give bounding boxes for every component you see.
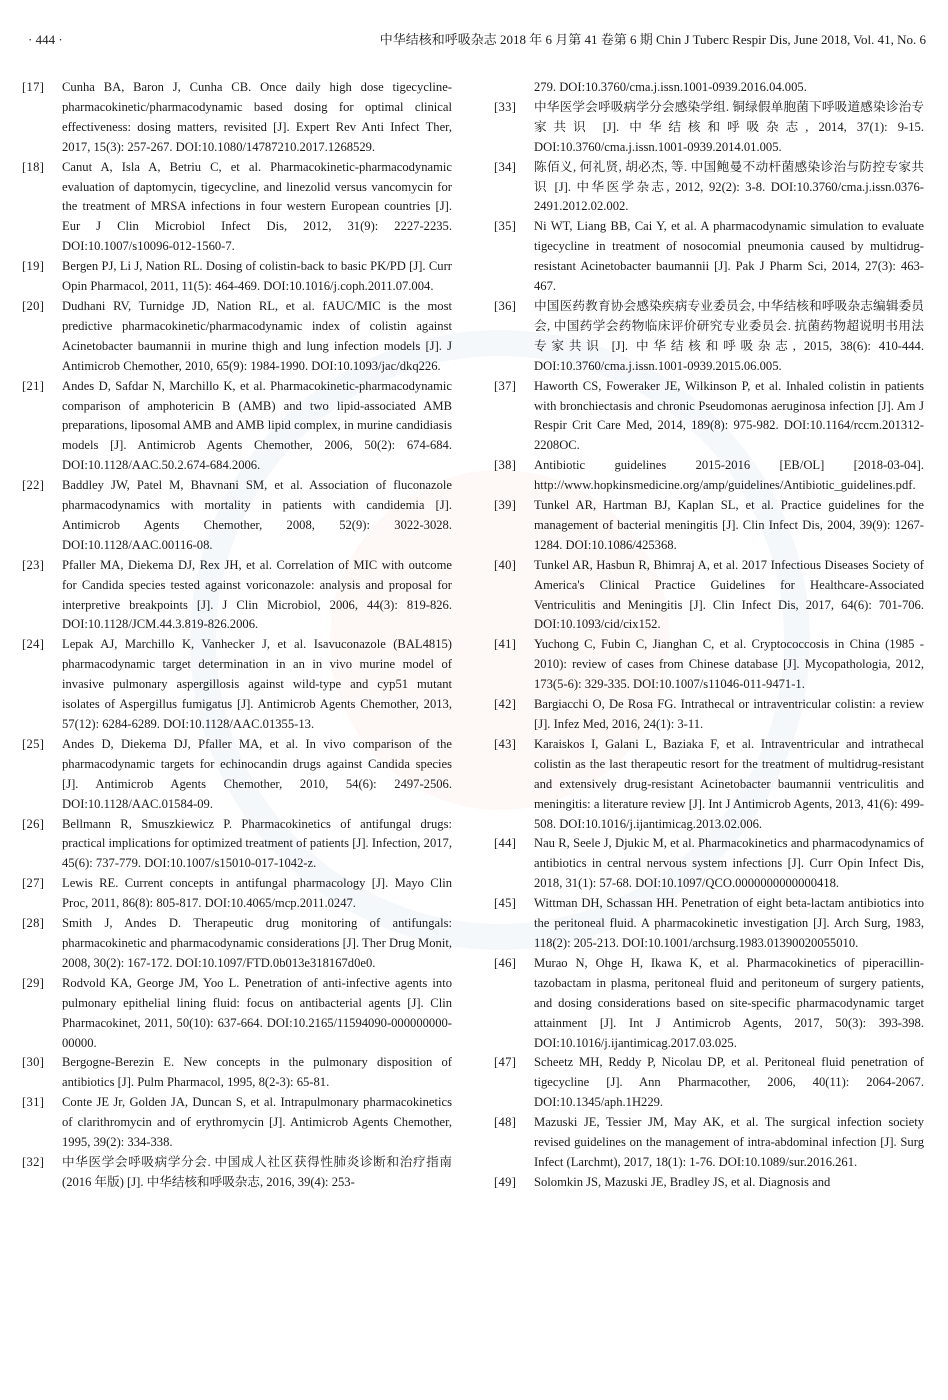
reference-text: Antibiotic guidelines 2015-2016 [EB/OL] [2018-03-04]. http://www.hopkinsmedicine.org/amp/guidelines/Antibiotic_guidelines.pdf. <box>534 458 924 493</box>
reference-item <box>494 78 924 98</box>
reference-text: Haworth CS, Foweraker JE, Wilkinson P, et al. Inhaled colistin in patients with bronchiectasis and chronic Pseudomonas aeruginosa infection [J]. Am J Respir Crit Care Med, 2014, 189(8): 975-982. DOI:10.1164/rccm.201312-2208OC. <box>534 378 924 453</box>
reference-item <box>494 158 924 218</box>
reference-item <box>22 556 452 636</box>
reference-number: [25] <box>22 736 45 751</box>
reference-text: 中国医药教育协会感染疾病专业委员会, 中华结核和呼吸杂志编辑委员会, 中国药学会药物临床评价研究专业委员会. 抗菌药物超说明书用法专家共识 [J]. 中华结核和呼吸杂志, 2015, 38(6): 410-444. DOI:10.3760/cma.j.issn.1001-0939.2015.06.005. <box>534 298 924 373</box>
reference-text: Tunkel AR, Hasbun R, Bhimraj A, et al. 2017 Infectious Diseases Society of America's Clinical Practice Guidelines for Healthcare-Associated Ventriculitis and Meningitis [J]. Clin Infect Dis, 2017, 64(6): 701-706. DOI:10.1093/cid/cix152. <box>534 557 924 632</box>
reference-text: Bergen PJ, Li J, Nation RL. Dosing of colistin-back to basic PK/PD [J]. Curr Opin Pharmacol, 2011, 11(5): 464-469. DOI:10.1016/j.coph.2011.07.004. <box>62 259 452 294</box>
reference-item <box>22 735 452 815</box>
reference-number: [27] <box>22 876 45 891</box>
reference-item <box>22 377 452 477</box>
reference-item <box>494 1053 924 1113</box>
reference-item <box>22 1153 452 1193</box>
reference-number: [26] <box>22 816 45 831</box>
reference-number: [48] <box>494 1115 517 1130</box>
reference-item <box>22 297 452 377</box>
reference-text: Pfaller MA, Diekema DJ, Rex JH, et al. Correlation of MIC with outcome for Candida species tested against voriconazole: analysis and proposal for interpretive breakpoints [J]. J Clin Microbiol, 2006, 44(3): 819-826. DOI:10.1128/JCM.44.3.819-826.2006. <box>62 557 452 632</box>
reference-text: Tunkel AR, Hartman BJ, Kaplan SL, et al. Practice guidelines for the management of bacterial meningitis [J]. Clin Infect Dis, 2004, 39(9): 1267-1284. DOI:10.1086/425368. <box>534 498 924 552</box>
reference-item <box>22 635 452 735</box>
reference-item <box>494 217 924 297</box>
reference-text: Andes D, Diekema DJ, Pfaller MA, et al. In vivo comparison of the pharmacodynamic targets for echinocandin drugs against Candida species [J]. Antimicrob Agents Chemother, 2010, 54(6): 2497-2506. DOI:10.1128/AAC.01584-09. <box>62 736 452 811</box>
reference-number: [23] <box>22 557 45 572</box>
reference-text: Andes D, Safdar N, Marchillo K, et al. Pharmacokinetic-pharmacodynamic comparison of amphotericin B (AMB) and two lipid-associated AMB preparations, liposomal AMB and AMB lipid complex, in murine candidiasis models [J]. Antimicrob Agents Chemother, 2006, 50(2): 674-684. DOI:10.1128/AAC.50.2.674-684.2006. <box>62 378 452 473</box>
reference-number: [38] <box>494 458 517 473</box>
reference-number: [46] <box>494 955 517 970</box>
reference-item <box>22 974 452 1054</box>
reference-item <box>22 874 452 914</box>
reference-number: [35] <box>494 219 517 234</box>
reference-item <box>494 456 924 496</box>
references-left-column <box>22 78 452 1193</box>
reference-item <box>494 834 924 894</box>
reference-text: Canut A, Isla A, Betriu C, et al. Pharmacokinetic-pharmacodynamic evaluation of daptomycin, tigecycline, and linezolid versus vancomycin for the treatment of MRSA infections in four western European countries [J]. Eur J Clin Microbiol Infect Dis, 2012, 31(9): 2227-2235. DOI:10.1007/s10096-012-1560-7. <box>62 159 452 254</box>
reference-text: Ni WT, Liang BB, Cai Y, et al. A pharmacodynamic simulation to evaluate tigecycline in treatment of nosocomial pneumonia caused by multidrug-resistant Acinetobacter baumannii [J]. Pak J Pharm Sci, 2014, 27(3): 463-467. <box>534 219 924 294</box>
reference-number: [34] <box>494 159 517 174</box>
reference-text: Dudhani RV, Turnidge JD, Nation RL, et al. fAUC/MIC is the most predictive pharmacokinetic/pharmacodynamic index of colistin against Acinetobacter baumannii in murine thigh and lung infection models [J]. J Antimicrob Chemother, 2010, 65(9): 1984-1990. DOI:10.1093/jac/dkq226. <box>62 298 452 373</box>
reference-number: [47] <box>494 1055 517 1070</box>
page-header <box>24 30 926 50</box>
reference-item <box>22 1093 452 1153</box>
reference-item <box>494 496 924 556</box>
reference-text: 中华医学会呼吸病学分会. 中国成人社区获得性肺炎诊断和治疗指南(2016 年版) [J]. 中华结核和呼吸杂志, 2016, 39(4): 253- <box>62 1154 452 1189</box>
reference-number: [43] <box>494 736 517 751</box>
reference-number: [36] <box>494 298 517 313</box>
reference-text: Murao N, Ohge H, Ikawa K, et al. Pharmacokinetics of piperacillin-tazobactam in plasma, peritoneal fluid and peritoneum of surgery patients, and dosing considerations based on site-specific pharmacodynamic target attainment [J]. Int J Antimicrob Agents, 2017, 50(3): 393-398. DOI:10.1016/j.ijantimicag.2017.03.025. <box>534 955 924 1050</box>
reference-item <box>22 914 452 974</box>
reference-item <box>22 78 452 158</box>
reference-number: [40] <box>494 557 517 572</box>
reference-number: [49] <box>494 1174 517 1189</box>
reference-text: Bergogne-Berezin E. New concepts in the pulmonary disposition of antibiotics [J]. Pulm Pharmacol, 1995, 8(2-3): 65-81. <box>62 1055 452 1090</box>
reference-number: [31] <box>22 1095 45 1110</box>
reference-item <box>494 735 924 835</box>
reference-item <box>494 635 924 695</box>
reference-item <box>494 1113 924 1173</box>
reference-number: [22] <box>22 478 45 493</box>
reference-number: [21] <box>22 378 45 393</box>
reference-item <box>494 1173 924 1193</box>
reference-item <box>494 297 924 377</box>
reference-text: Baddley JW, Patel M, Bhavnani SM, et al. Association of fluconazole pharmacodynamics with mortality in patients with candidemia [J]. Antimicrob Agents Chemother, 2008, 52(9): 3022-3028. DOI:10.1128/AAC.00116-08. <box>62 478 452 552</box>
reference-number: [32] <box>22 1154 45 1169</box>
reference-number: [24] <box>22 637 45 652</box>
reference-text: Mazuski JE, Tessier JM, May AK, et al. The surgical infection society revised guidelines on the management of intra-abdominal infection [J]. Surg Infect (Larchmt), 2017, 18(1): 1-76. DOI:10.1089/sur.2016.261. <box>534 1115 924 1169</box>
reference-number: [37] <box>494 378 517 393</box>
reference-item <box>22 158 452 258</box>
reference-text: Lewis RE. Current concepts in antifungal pharmacology [J]. Mayo Clin Proc, 2011, 86(8): 805-817. DOI:10.4065/mcp.2011.0247. <box>62 876 452 911</box>
reference-item <box>22 476 452 556</box>
reference-text: Nau R, Seele J, Djukic M, et al. Pharmacokinetics and pharmacodynamics of antibiotics in central nervous system infections [J]. Curr Opin Infect Dis, 2018, 31(1): 57-68. DOI:10.1097/QCO.0000000000000418. <box>534 836 924 891</box>
reference-text: Bargiacchi O, De Rosa FG. Intrathecal or intraventricular colistin: a review [J]. Infez Med, 2016, 24(1): 3-11. <box>534 697 924 731</box>
journal-running-title: 中华结核和呼吸杂志 2018 年 6 月第 41 卷第 6 期 Chin J Tuberc Respir Dis, June 2018, Vol. 41, No. 6 <box>379 32 926 47</box>
reference-text: 陈佰义, 何礼贤, 胡必杰, 等. 中国鲍曼不动杆菌感染诊治与防控专家共识 [J]. 中华医学杂志, 2012, 92(2): 3-8. DOI:10.3760/cma.j.issn.0376-2491.2012.02.002. <box>534 159 924 214</box>
reference-number: [30] <box>22 1055 45 1070</box>
reference-number: [17] <box>22 80 45 94</box>
reference-item <box>494 377 924 457</box>
reference-text: Smith J, Andes D. Therapeutic drug monitoring of antifungals: pharmacokinetic and pharmacodynamic considerations [J]. Ther Drug Monit, 2008, 30(2): 167-172. DOI:10.1097/FTD.0b013e318167d0e0. <box>62 916 452 970</box>
reference-number: [41] <box>494 637 517 652</box>
reference-item <box>494 894 924 954</box>
reference-item <box>22 1053 452 1093</box>
reference-text: Lepak AJ, Marchillo K, Vanhecker J, et al. Isavuconazole (BAL4815) pharmacodynamic target determination in an in vivo murine model of invasive pulmonary aspergillosis against wild-type and cyp51 mutant isolates of Aspergillus fumigatus [J]. Antimicrob Agents Chemother, 2013, 57(12): 6284-6289. DOI:10.1128/AAC.01355-13. <box>62 637 452 731</box>
reference-text: Scheetz MH, Reddy P, Nicolau DP, et al. Peritoneal fluid penetration of tigecycline [J]. Ann Pharmacother, 2006, 40(11): 2064-2067. DOI:10.1345/aph.1H229. <box>534 1055 924 1110</box>
reference-item <box>494 98 924 158</box>
reference-item <box>22 815 452 875</box>
reference-number: [33] <box>494 99 517 114</box>
reference-text: Cunha BA, Baron J, Cunha CB. Once daily high dose tigecycline-pharmacokinetic/pharmacodynamic based dosing for optimal clinical effectiveness: dosing matters, revisited [J]. Expert Rev Anti Infect Ther, 2017, 15(3): 257-267. DOI:10.1080/14787210.2017.1268529. <box>62 80 452 154</box>
reference-number: [20] <box>22 298 45 313</box>
reference-item <box>494 695 924 735</box>
reference-text: Rodvold KA, George JM, Yoo L. Penetration of anti-infective agents into pulmonary epithelial lining fluid: focus on antibacterial agents [J]. Clin Pharmacokinet, 2011, 50(10): 637-664. DOI:10.2165/11594090-000000000-00000. <box>62 975 452 1050</box>
reference-number: [45] <box>494 896 517 911</box>
reference-number: [19] <box>22 259 45 274</box>
references-right-column <box>494 78 924 1193</box>
reference-number <box>494 78 534 98</box>
reference-item <box>494 954 924 1054</box>
reference-item <box>22 257 452 297</box>
reference-number: [18] <box>22 159 45 174</box>
reference-number: [42] <box>494 697 517 712</box>
reference-text: Bellmann R, Smuszkiewicz P. Pharmacokinetics of antifungal drugs: practical implications for optimized treatment of patients [J]. Infection, 2017, 45(6): 737-779. DOI:10.1007/s15010-017-1042-z. <box>62 816 452 871</box>
reference-text: 279. DOI:10.3760/cma.j.issn.1001-0939.2016.04.005. <box>534 80 807 94</box>
reference-text: Karaiskos I, Galani L, Baziaka F, et al. Intraventricular and intrathecal colistin as the last therapeutic resort for the treatment of multidrug-resistant and extensively drug-resistant Acinetobacter baumannii ventriculitis and meningitis: a literature review [J]. Int J Antimicrob Agents, 2013, 41(6): 499-508. DOI:10.1016/j.ijantimicag.2013.02.006. <box>534 736 924 831</box>
page-number: · 444 · <box>28 32 63 47</box>
reference-number: [28] <box>22 916 45 931</box>
reference-item <box>494 556 924 636</box>
reference-text: Yuchong C, Fubin C, Jianghan C, et al. Cryptococcosis in China (1985 - 2010): review of cases from Chinese database [J]. Mycopathologia, 2012, 173(5-6): 329-335. DOI:10.1007/s11046-011-9471-1. <box>534 637 924 692</box>
reference-text: Solomkin JS, Mazuski JE, Bradley JS, et al. Diagnosis and <box>534 1174 831 1189</box>
reference-number: [39] <box>494 498 517 513</box>
reference-number: [29] <box>22 975 45 990</box>
reference-text: 中华医学会呼吸病学分会感染学组. 铜绿假单胞菌下呼吸道感染诊治专家共识 [J]. 中华结核和呼吸杂志, 2014, 37(1): 9-15. DOI:10.3760/cma.j.issn.1001-0939.2014.01.005. <box>534 99 924 154</box>
reference-number: [44] <box>494 836 517 851</box>
reference-text: Wittman DH, Schassan HH. Penetration of eight beta-lactam antibiotics into the peritoneal fluid. A pharmacokinetic investigation [J]. Arch Surg, 1983, 118(2): 205-213. DOI:10.1001/archsurg.1983.01390020055010. <box>534 896 924 950</box>
reference-text: Conte JE Jr, Golden JA, Duncan S, et al. Intrapulmonary pharmacokinetics of clarithromycin and of erythromycin [J]. Antimicrob Agents Chemother, 1995, 39(2): 334-338. <box>62 1095 452 1150</box>
